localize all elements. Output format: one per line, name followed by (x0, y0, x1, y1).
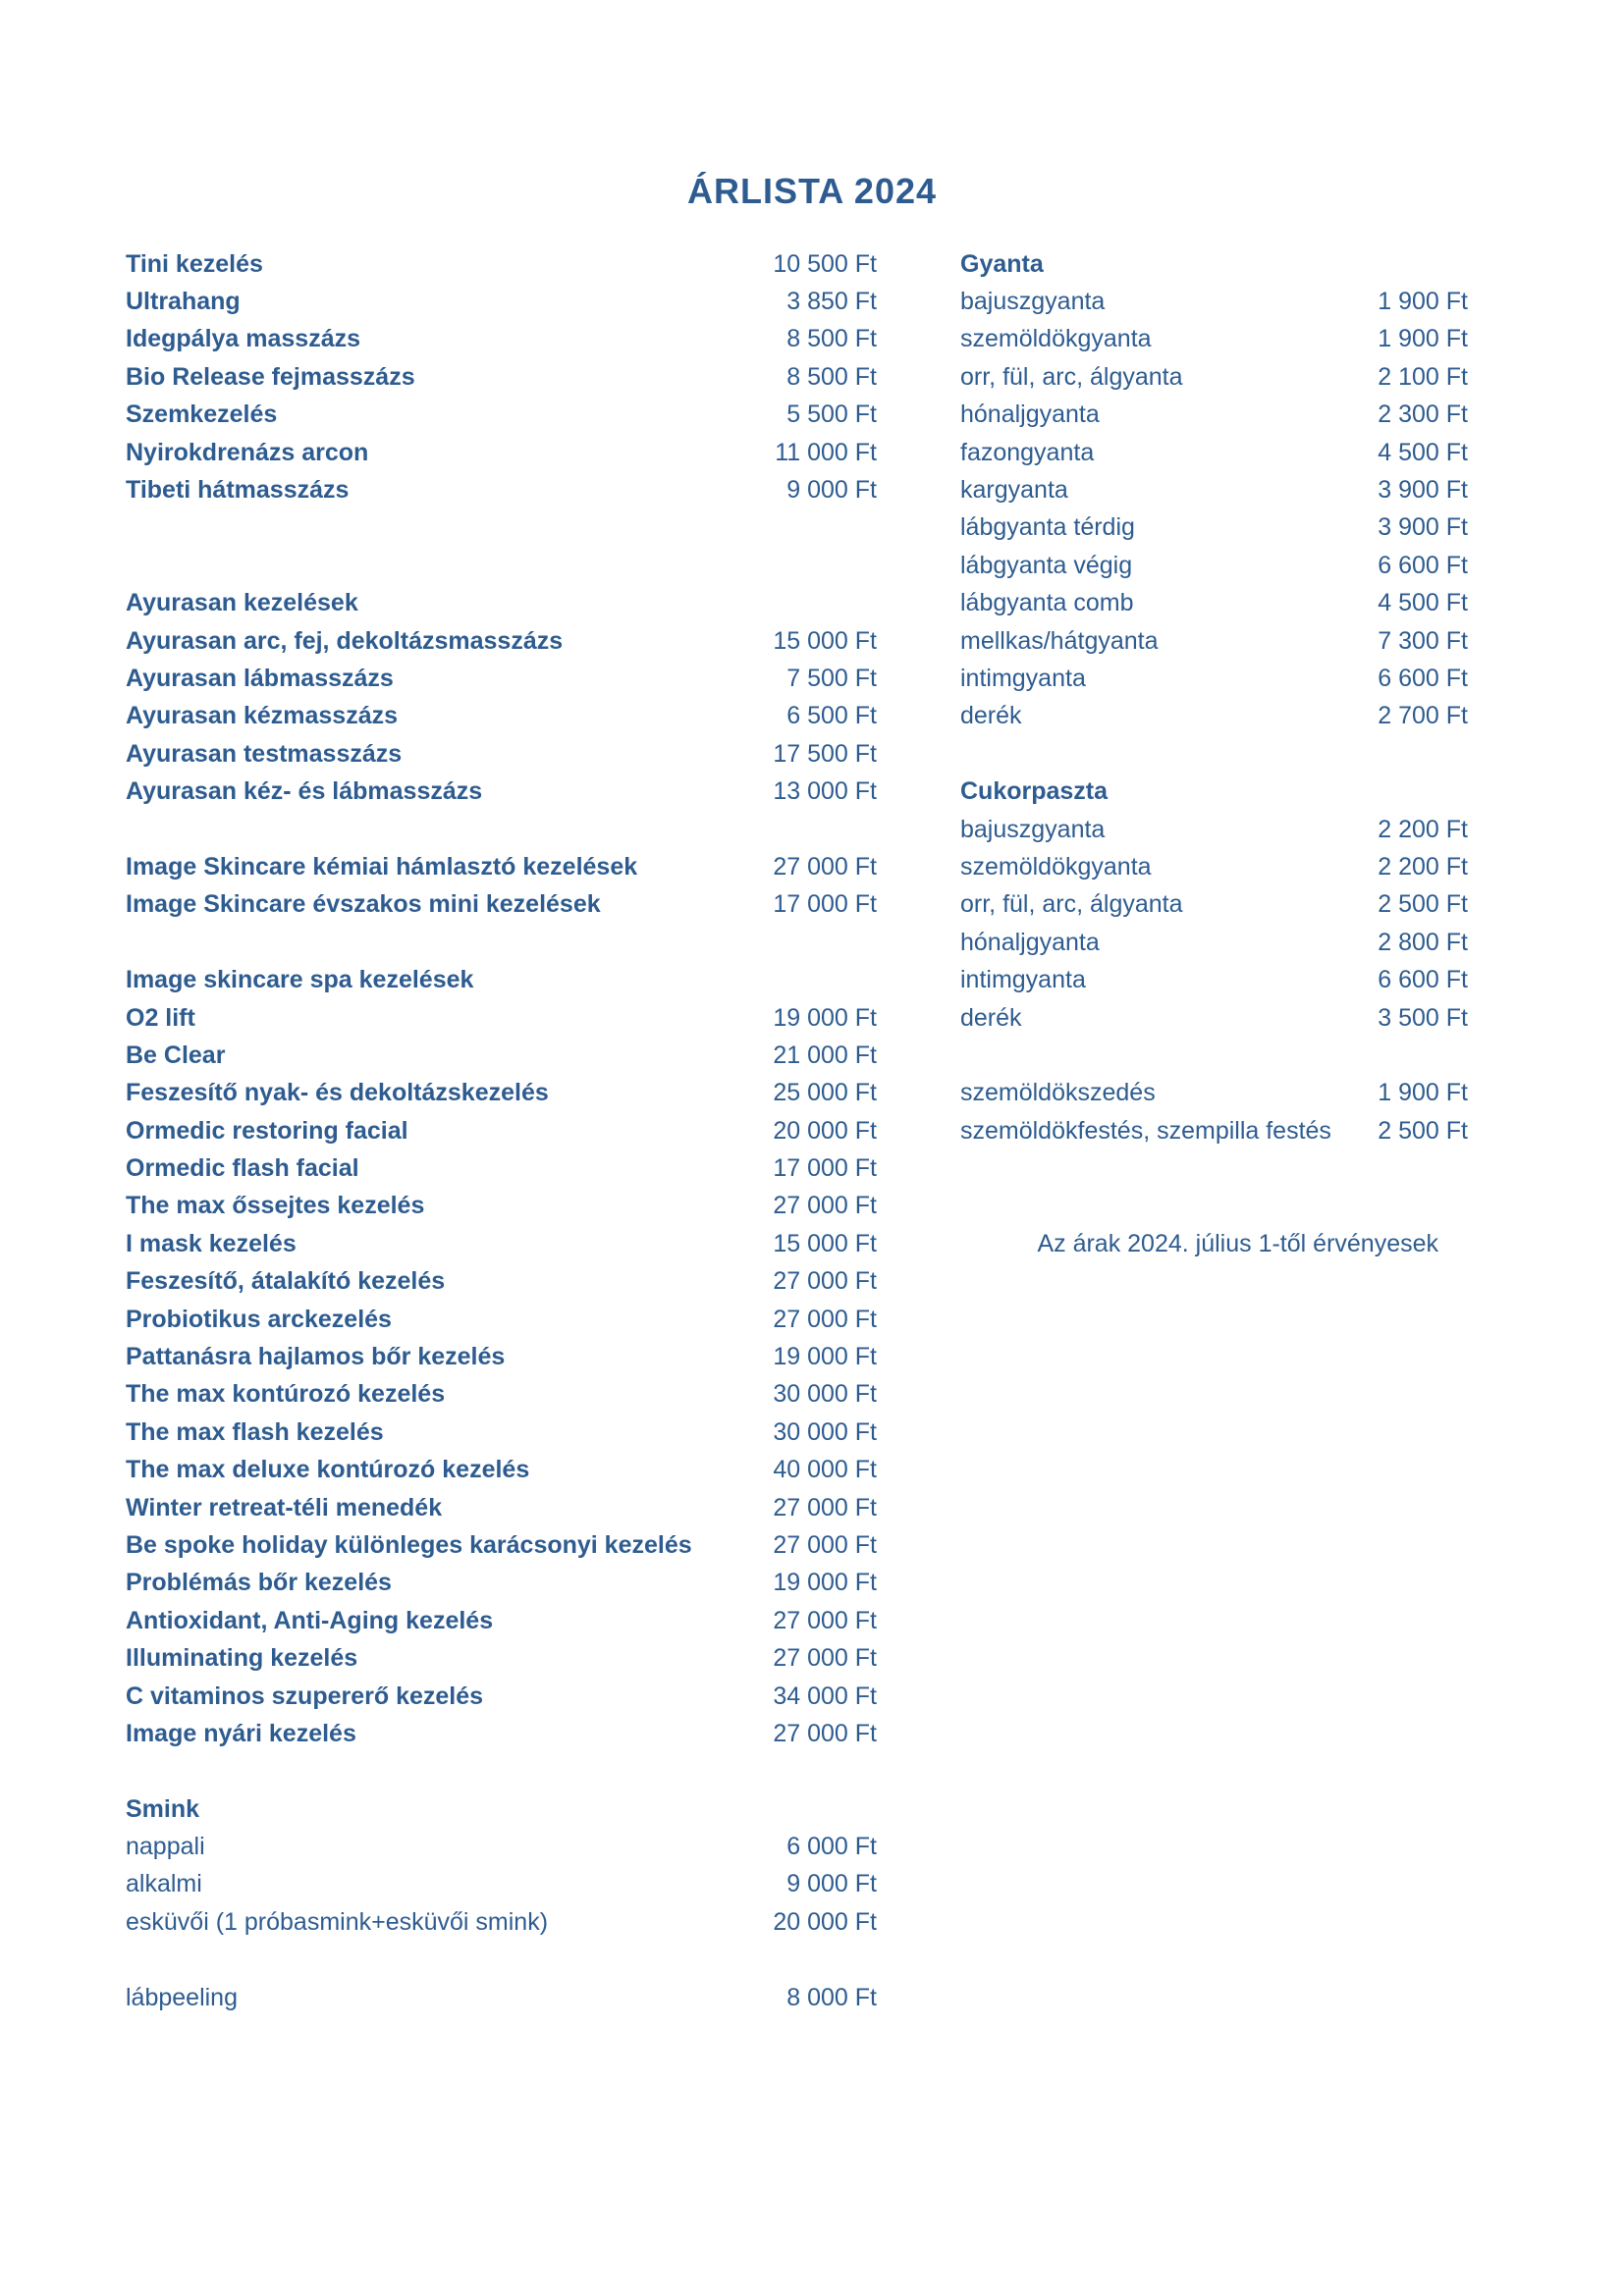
price-row (126, 773, 877, 810)
price-row (126, 848, 877, 885)
price-row (960, 397, 1468, 434)
price-row (126, 1376, 877, 1414)
price-value: 2 700 Ft (1378, 702, 1468, 730)
service-name: Probiotikus arckezelés (126, 1305, 392, 1333)
price-row (126, 1639, 877, 1677)
service-name: Antioxidant, Anti-Aging kezelés (126, 1606, 494, 1634)
section-title: Gyanta (960, 249, 1044, 278)
price-row (126, 1075, 877, 1112)
service-name: hónaljgyanta (960, 928, 1100, 956)
price-row (126, 358, 877, 396)
price-row (960, 547, 1468, 584)
service-name: Bio Release fejmasszázs (126, 362, 415, 391)
service-name: Tibeti hátmasszázs (126, 476, 350, 505)
price-row (126, 1225, 877, 1262)
price-value: 1 900 Ft (1378, 1079, 1468, 1107)
service-name: Be spoke holiday különleges karácsonyi kezelés (126, 1530, 692, 1559)
price-value: 2 500 Ft (1378, 890, 1468, 919)
price-value: 3 900 Ft (1378, 476, 1468, 505)
price-row (126, 1715, 877, 1752)
service-name: Pattanásra hajlamos bőr kezelés (126, 1343, 506, 1371)
price-row (960, 886, 1468, 924)
price-value: 11 000 Ft (775, 438, 877, 466)
price-value: 40 000 Ft (773, 1456, 877, 1484)
price-value: 15 000 Ft (773, 1229, 877, 1257)
price-row (126, 1866, 877, 1903)
service-name: szemöldökfestés, szempilla festés (960, 1116, 1331, 1145)
price-value: 1 900 Ft (1378, 288, 1468, 316)
service-name: fazongyanta (960, 438, 1095, 466)
price-value: 2 200 Ft (1378, 815, 1468, 843)
price-row (126, 1414, 877, 1451)
service-name: orr, fül, arc, álgyanta (960, 890, 1183, 919)
price-value: 3 850 Ft (786, 288, 877, 316)
price-value: 9 000 Ft (786, 476, 877, 505)
price-row (960, 698, 1468, 735)
section-header-row (960, 773, 1468, 810)
price-row (960, 811, 1468, 848)
section-header-row (126, 585, 877, 622)
price-row (960, 585, 1468, 622)
price-row (126, 735, 877, 773)
price-value: 20 000 Ft (773, 1116, 877, 1145)
price-value: 3 500 Ft (1378, 1003, 1468, 1032)
price-value: 7 500 Ft (786, 664, 877, 692)
service-name: Ayurasan kézmasszázs (126, 702, 399, 730)
price-row (126, 1452, 877, 1489)
price-row (960, 961, 1468, 998)
service-name: derék (960, 1003, 1022, 1032)
price-value: 2 500 Ft (1378, 1116, 1468, 1145)
price-row (960, 358, 1468, 396)
price-row (960, 321, 1468, 358)
price-row (960, 622, 1468, 660)
price-row (126, 1565, 877, 1602)
price-value: 4 500 Ft (1378, 438, 1468, 466)
price-row (126, 1338, 877, 1375)
price-value: 19 000 Ft (773, 1003, 877, 1032)
price-value: 8 000 Ft (786, 1983, 877, 2011)
price-row (126, 1489, 877, 1526)
price-value: 6 500 Ft (786, 702, 877, 730)
price-value: 27 000 Ft (773, 1719, 877, 1747)
service-name: Szemkezelés (126, 400, 278, 429)
page-title: ÁRLISTA 2024 (686, 171, 938, 212)
price-row (126, 1188, 877, 1225)
price-value: 19 000 Ft (773, 1343, 877, 1371)
price-value: 27 000 Ft (773, 1192, 877, 1220)
price-row (960, 660, 1468, 697)
service-name: Feszesítő nyak- és dekoltázskezelés (126, 1079, 549, 1107)
service-name: O2 lift (126, 1003, 195, 1032)
service-name: Ayurasan lábmasszázs (126, 664, 394, 692)
service-name: lábgyanta comb (960, 589, 1134, 617)
price-row (126, 321, 877, 358)
service-name: szemöldökszedés (960, 1079, 1156, 1107)
service-name: Be Clear (126, 1041, 226, 1069)
price-row (126, 283, 877, 320)
service-name: lábpeeling (126, 1983, 238, 2011)
service-name: Image nyári kezelés (126, 1719, 356, 1747)
price-row (126, 1828, 877, 1865)
price-row (960, 1075, 1468, 1112)
price-value: 5 500 Ft (786, 400, 877, 429)
service-name: intimgyanta (960, 664, 1086, 692)
service-name: Ayurasan testmasszázs (126, 739, 403, 768)
price-row (126, 1979, 877, 2016)
service-name: Problémás bőr kezelés (126, 1569, 392, 1597)
price-value: 6 600 Ft (1378, 664, 1468, 692)
price-row (126, 886, 877, 924)
right-price-column (960, 245, 1468, 1263)
price-row (960, 471, 1468, 508)
service-name: bajuszgyanta (960, 288, 1106, 316)
section-title: Ayurasan kezelések (126, 589, 358, 617)
service-name: kargyanta (960, 476, 1068, 505)
price-value: 7 300 Ft (1378, 626, 1468, 655)
service-name: Ayurasan kéz- és lábmasszázs (126, 777, 483, 806)
service-name: Idegpálya masszázs (126, 325, 361, 353)
price-row (960, 434, 1468, 471)
price-value: 2 300 Ft (1378, 400, 1468, 429)
price-value: 25 000 Ft (773, 1079, 877, 1107)
price-value: 6 600 Ft (1378, 966, 1468, 994)
price-row (960, 848, 1468, 885)
section-title: Cukorpaszta (960, 777, 1109, 806)
service-name: lábgyanta térdig (960, 513, 1135, 542)
price-value: 20 000 Ft (773, 1907, 877, 1936)
price-row (126, 1037, 877, 1074)
service-name: Ormedic restoring facial (126, 1116, 408, 1145)
price-value: 34 000 Ft (773, 1682, 877, 1710)
service-name: I mask kezelés (126, 1229, 297, 1257)
price-value: 9 000 Ft (786, 1870, 877, 1898)
price-row (126, 1526, 877, 1564)
service-name: derék (960, 702, 1022, 730)
price-row (126, 1301, 877, 1338)
service-name: The max őssejtes kezelés (126, 1192, 425, 1220)
price-row (960, 1112, 1468, 1149)
price-row (126, 698, 877, 735)
price-row (126, 471, 877, 508)
service-name: hónaljgyanta (960, 400, 1100, 429)
price-value: 21 000 Ft (773, 1041, 877, 1069)
service-name: szemöldökgyanta (960, 325, 1152, 353)
price-row (960, 509, 1468, 547)
service-name: Feszesítő, átalakító kezelés (126, 1267, 446, 1296)
price-value: 8 500 Ft (786, 362, 877, 391)
price-value: 8 500 Ft (786, 325, 877, 353)
service-name: alkalmi (126, 1870, 202, 1898)
service-name: bajuszgyanta (960, 815, 1106, 843)
service-name: The max kontúrozó kezelés (126, 1380, 446, 1409)
price-row (126, 1149, 877, 1187)
service-name: Ultrahang (126, 288, 241, 316)
service-name: Winter retreat-téli menedék (126, 1493, 443, 1522)
service-name: intimgyanta (960, 966, 1086, 994)
price-value: 2 100 Ft (1378, 362, 1468, 391)
price-row (126, 1263, 877, 1301)
price-row (126, 1678, 877, 1715)
left-price-column (126, 245, 877, 2016)
price-row (960, 999, 1468, 1037)
service-name: C vitaminos szupererő kezelés (126, 1682, 484, 1710)
service-name: Image Skincare évszakos mini kezelések (126, 890, 601, 919)
price-value: 30 000 Ft (773, 1417, 877, 1446)
service-name: mellkas/hátgyanta (960, 626, 1159, 655)
section-header-row (126, 961, 877, 998)
price-row (126, 660, 877, 697)
price-value: 15 000 Ft (773, 626, 877, 655)
price-row (960, 924, 1468, 961)
price-value: 3 900 Ft (1378, 513, 1468, 542)
price-row (126, 1903, 877, 1941)
price-value: 6 600 Ft (1378, 551, 1468, 579)
service-name: esküvői (1 próbasmink+esküvői smink) (126, 1907, 549, 1936)
service-name: nappali (126, 1833, 205, 1861)
price-value: 27 000 Ft (773, 1530, 877, 1559)
service-name: orr, fül, arc, álgyanta (960, 362, 1183, 391)
price-value: 27 000 Ft (773, 1606, 877, 1634)
service-name: lábgyanta végig (960, 551, 1133, 579)
price-row (126, 245, 877, 283)
section-header-row (126, 1790, 877, 1828)
service-name: Image Skincare kémiai hámlasztó kezelések (126, 852, 638, 881)
price-value: 6 000 Ft (786, 1833, 877, 1861)
price-row (960, 283, 1468, 320)
price-value: 27 000 Ft (773, 1644, 877, 1673)
price-value: 27 000 Ft (773, 1493, 877, 1522)
price-row (126, 397, 877, 434)
price-row (126, 1602, 877, 1639)
price-value: 27 000 Ft (773, 852, 877, 881)
service-name: Illuminating kezelés (126, 1644, 358, 1673)
service-name: The max deluxe kontúrozó kezelés (126, 1456, 530, 1484)
price-value: 4 500 Ft (1378, 589, 1468, 617)
price-value: 2 800 Ft (1378, 928, 1468, 956)
service-name: Ormedic flash facial (126, 1154, 359, 1183)
price-value: 17 000 Ft (773, 890, 877, 919)
price-value: 1 900 Ft (1378, 325, 1468, 353)
price-row (126, 999, 877, 1037)
price-row (126, 622, 877, 660)
validity-note-row (960, 1225, 1468, 1262)
service-name: Tini kezelés (126, 249, 263, 278)
validity-note-text: Az árak 2024. július 1-től érvényesek (1037, 1229, 1438, 1257)
service-name: szemöldökgyanta (960, 852, 1152, 881)
price-value: 10 500 Ft (773, 249, 877, 278)
section-header-row (960, 245, 1468, 283)
price-value: 17 000 Ft (773, 1154, 877, 1183)
service-name: Ayurasan arc, fej, dekoltázsmasszázs (126, 626, 564, 655)
section-title: Smink (126, 1794, 200, 1823)
price-row (126, 434, 877, 471)
service-name: The max flash kezelés (126, 1417, 384, 1446)
price-value: 2 200 Ft (1378, 852, 1468, 881)
section-title: Image skincare spa kezelések (126, 966, 474, 994)
service-name: Nyirokdrenázs arcon (126, 438, 369, 466)
price-row (126, 1112, 877, 1149)
price-value: 19 000 Ft (773, 1569, 877, 1597)
price-value: 27 000 Ft (773, 1267, 877, 1296)
price-value: 17 500 Ft (773, 739, 877, 768)
price-value: 27 000 Ft (773, 1305, 877, 1333)
price-value: 30 000 Ft (773, 1380, 877, 1409)
price-value: 13 000 Ft (773, 777, 877, 806)
